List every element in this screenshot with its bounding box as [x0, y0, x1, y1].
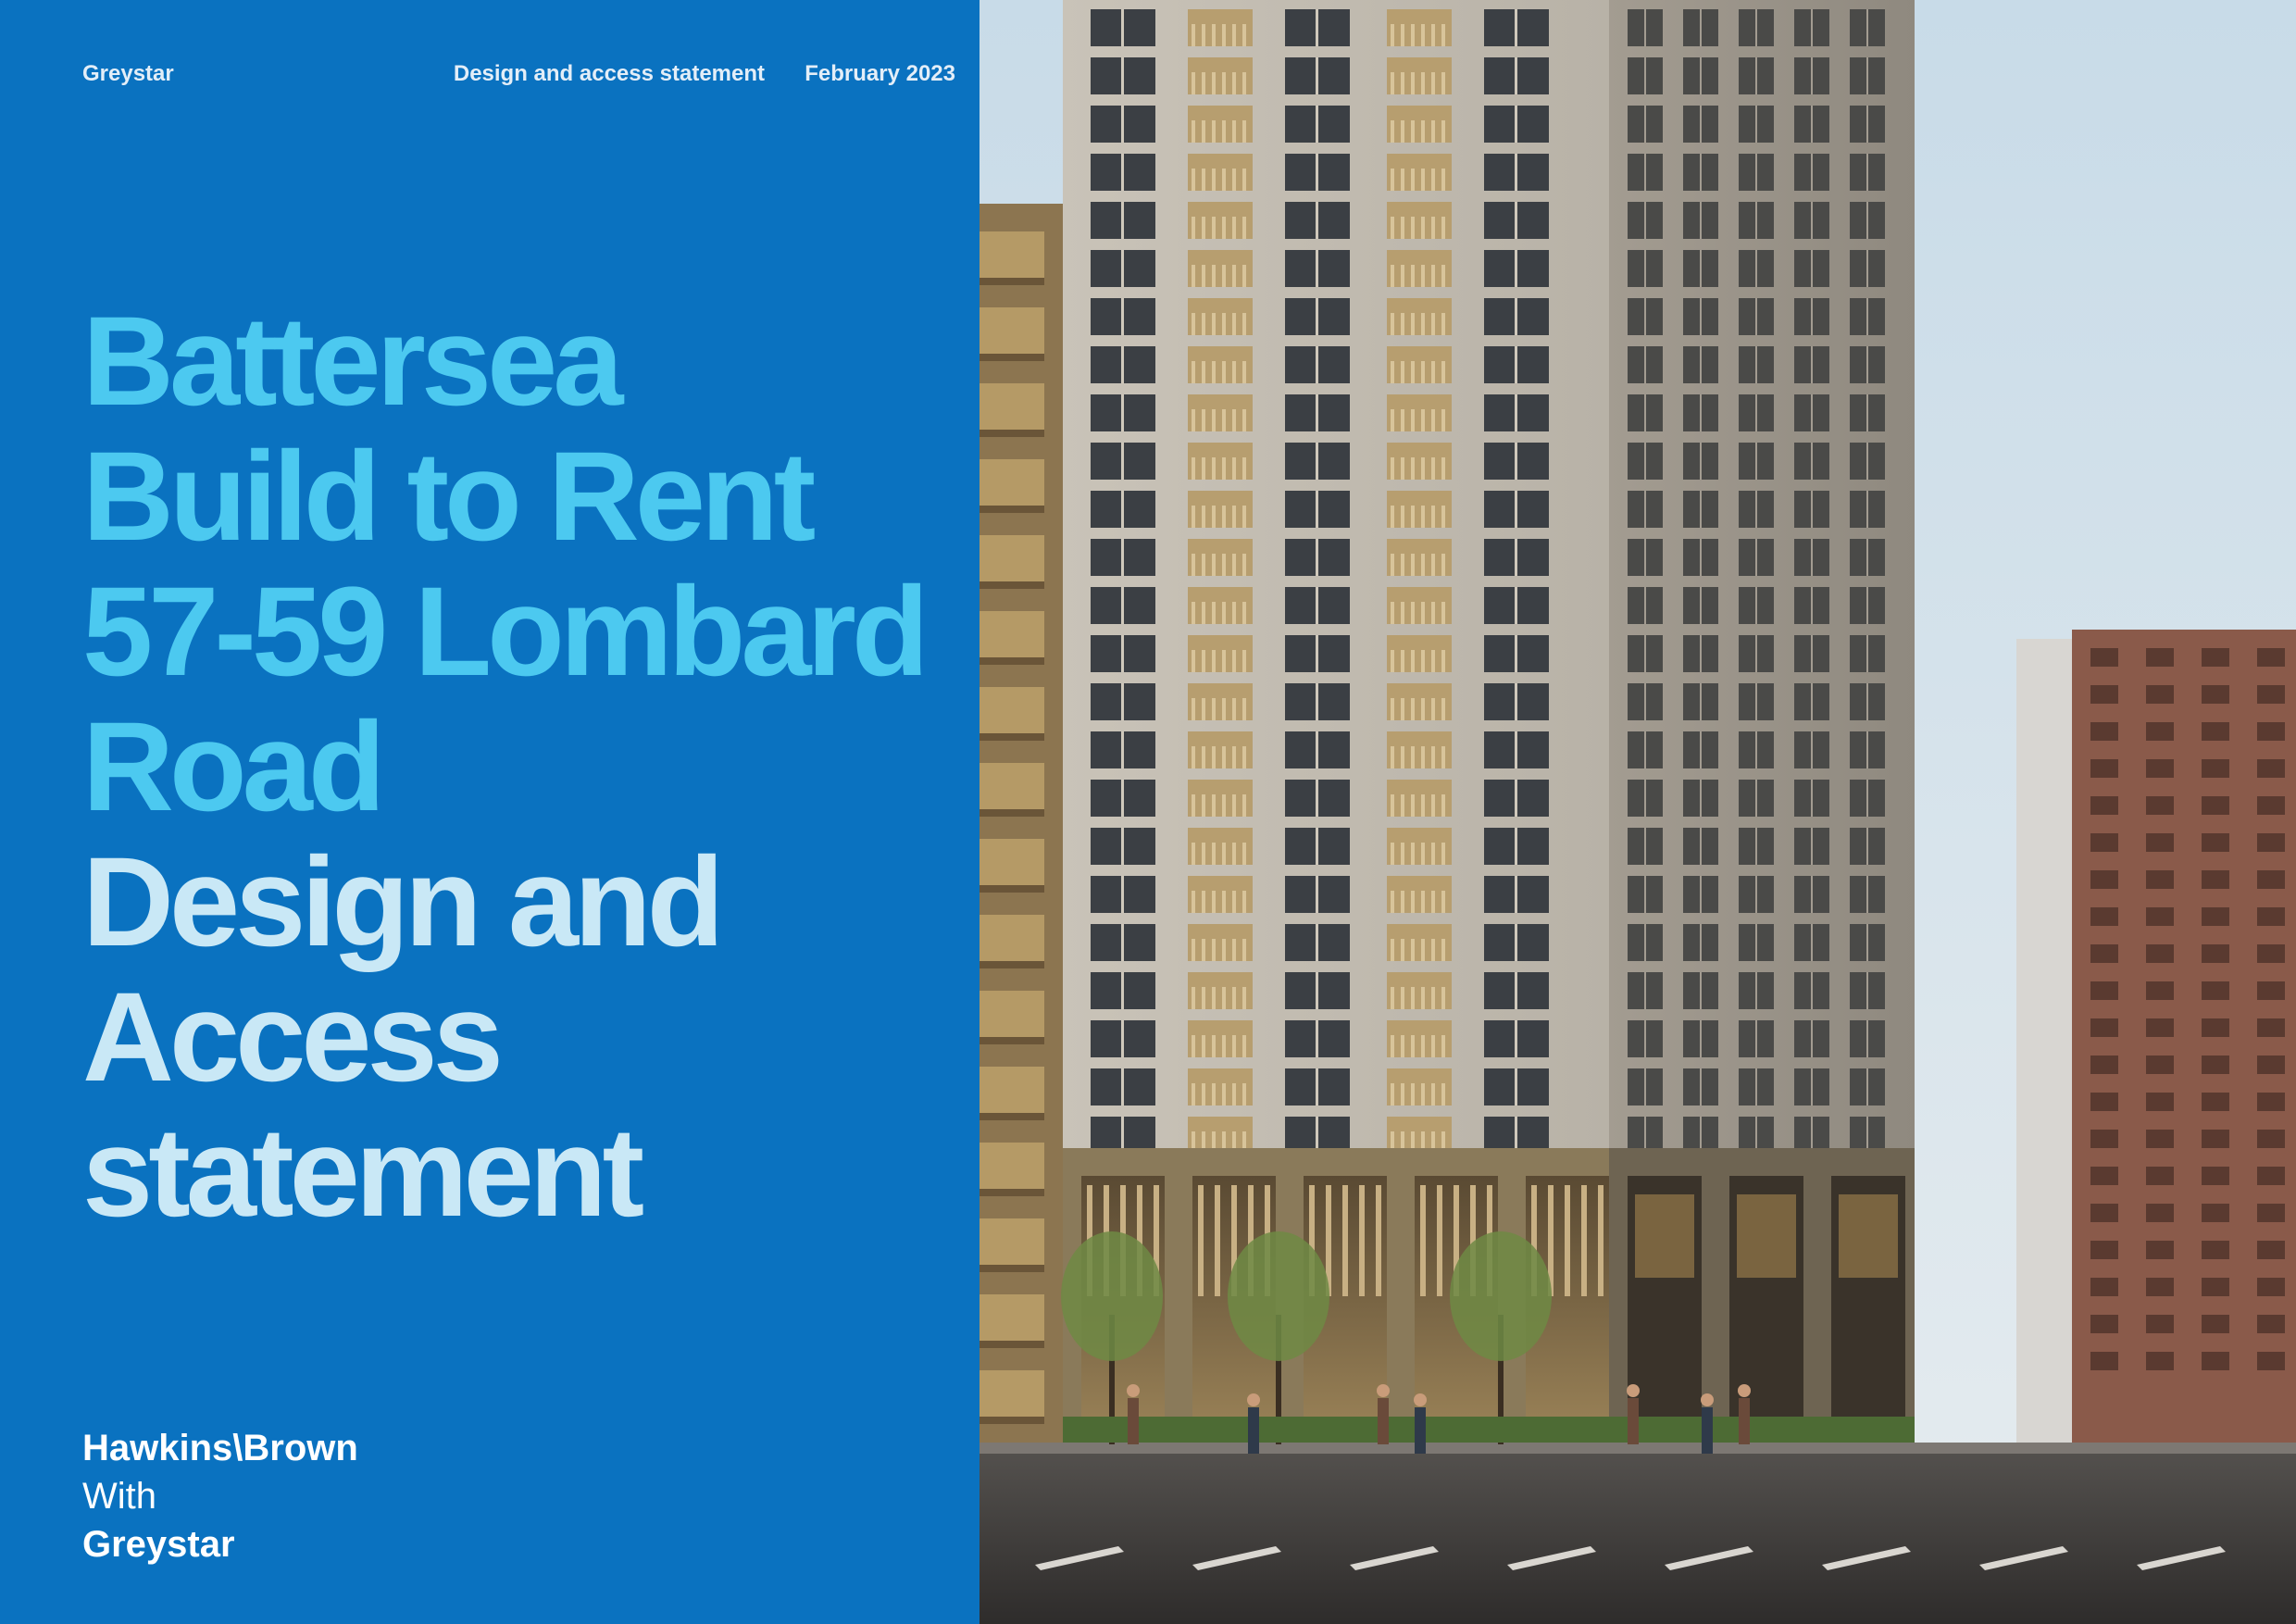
building-rendering-image [980, 0, 2296, 1624]
with-label: With [82, 1476, 156, 1517]
title-line: Build to Rent [82, 426, 812, 568]
title-line: Battersea [82, 291, 619, 432]
title-line: 57-59 Lombard [82, 561, 925, 703]
header-brand: Greystar [82, 61, 174, 86]
header-date: February 2023 [805, 61, 955, 86]
client-name: Greystar [82, 1524, 235, 1565]
subtitle-line: Access [82, 967, 499, 1108]
subtitle-line: Design and [82, 831, 720, 973]
title-line: Road [82, 696, 381, 838]
cover-title [82, 291, 971, 1243]
header-document-type: Design and access statement [453, 61, 765, 86]
subtitle-line: statement [82, 1102, 641, 1243]
architect-name: Hawkins\Brown [82, 1428, 358, 1468]
credits [82, 1424, 358, 1568]
cover-panel [0, 0, 980, 1624]
header-bar [82, 61, 955, 91]
